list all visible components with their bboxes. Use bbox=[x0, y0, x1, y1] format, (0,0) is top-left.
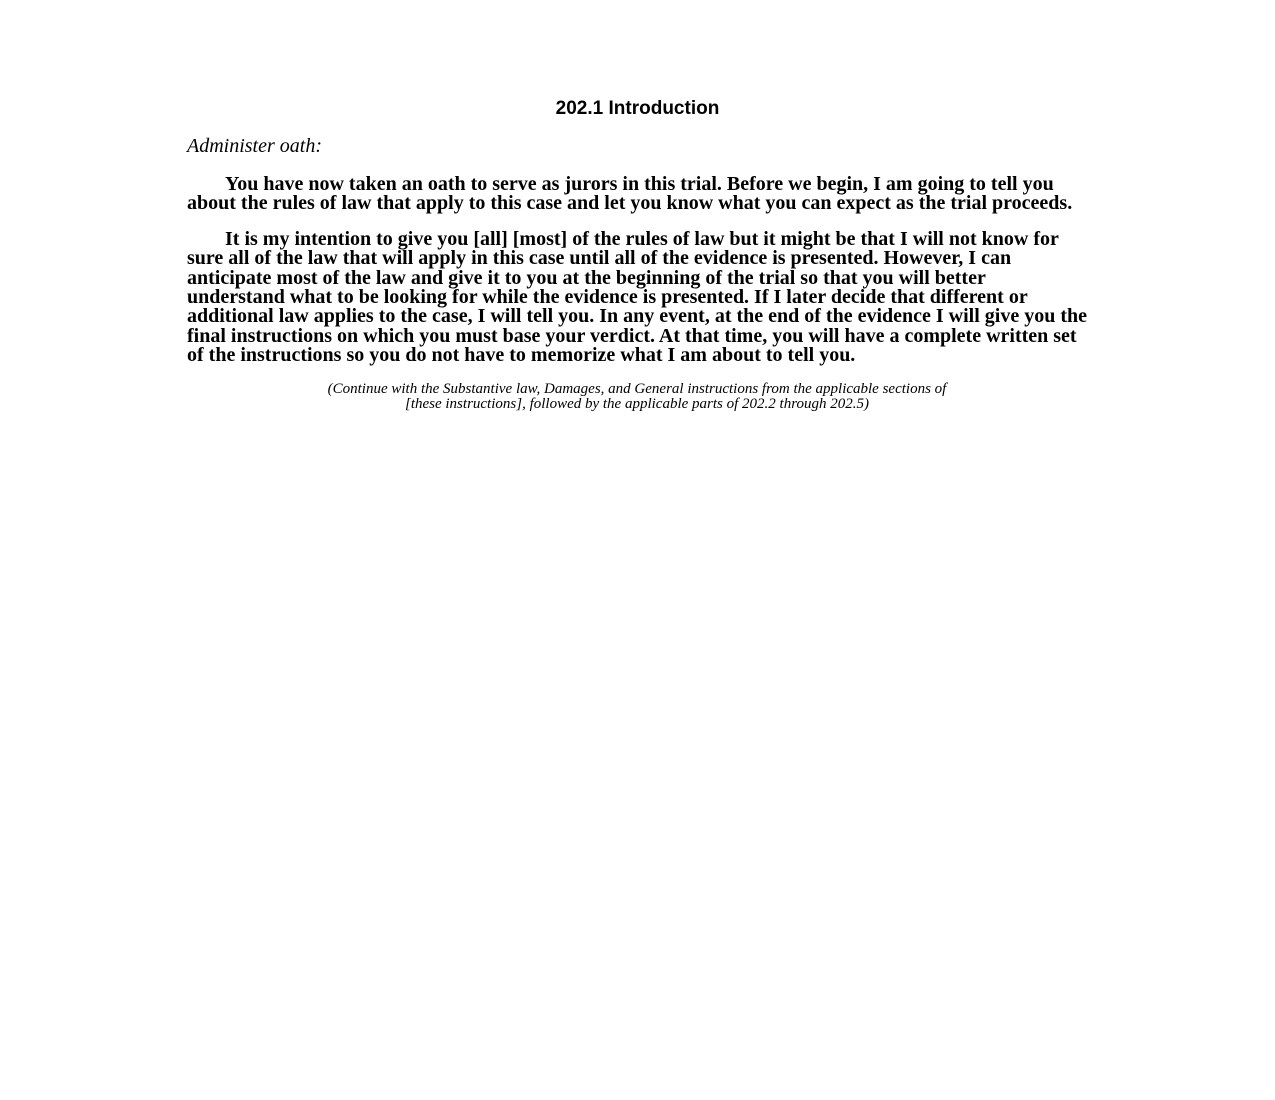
section-heading: 202.1 Introduction bbox=[555, 98, 720, 119]
paragraph-intention: It is my intention to give you [all] [most] of the rules of law but it might be that I will not know for sure all of the law that will apply in this case until all of the evidence is presented. However, I can anticipate most of the law and give it to you at the beginning of the trial so that you will better understand what to be looking for while the evidence is presented. If I later decide that different or additional law applies to the case, I will tell you. In any event, at the end of the evidence I will give you the final instructions on which you must base your verdict. At that time, you will have a complete written set of the instructions so you do not have to memorize what I am about to tell you. bbox=[187, 227, 1087, 367]
continuation-note-line-2: [these instructions], followed by the applicable parts of 202.2 through 202.5) bbox=[404, 396, 869, 413]
stage-direction: Administer oath: bbox=[187, 135, 322, 157]
continuation-note bbox=[187, 382, 1087, 413]
paragraph-oath-taken: You have now taken an oath to serve as jurors in this trial. Before we begin, I am going to tell you about the rules of law that apply to this case and let you know what you can expect as the trial proceeds. bbox=[187, 173, 1073, 215]
document-body bbox=[187, 136, 1087, 413]
continuation-note-line-1: (Continue with the Substantive law, Damages, and General instructions from the applicable sections of bbox=[327, 380, 947, 397]
